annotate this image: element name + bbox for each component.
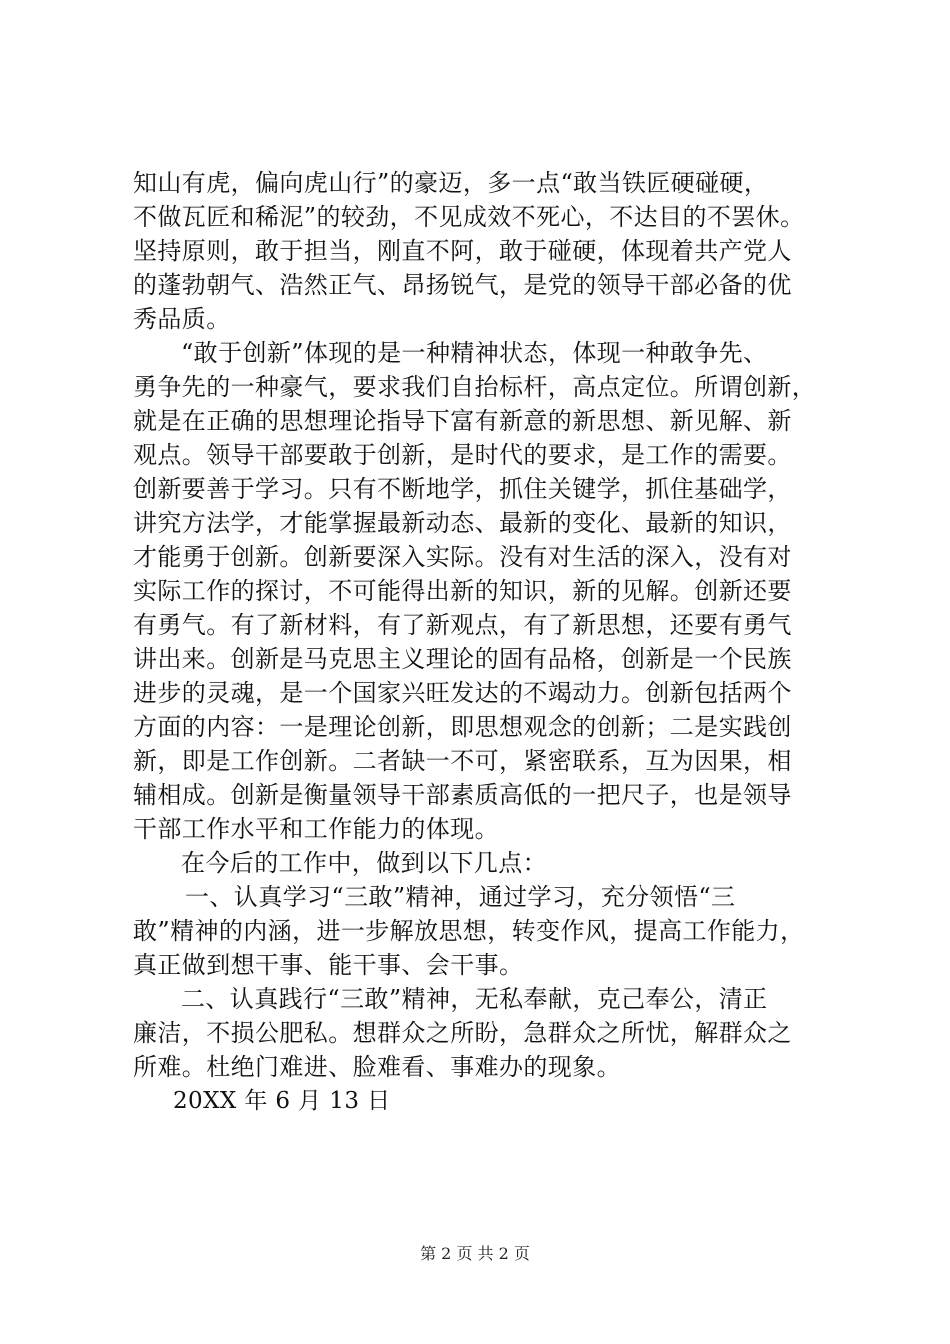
text-line: 有勇气。有了新材料，有了新观点，有了新思想，还要有勇气: [133, 611, 792, 639]
text-line: “敢于创新”体现的是一种精神状态，体现一种敢争先、: [181, 339, 768, 367]
text-line: 勇争先的一种豪气，要求我们自抬标杆，高点定位。所谓创新，: [133, 373, 817, 401]
text-line: 辅相成。创新是衡量领导干部素质高低的一把尺子，也是领导: [133, 781, 792, 809]
text-line: 一、认真学习“三敢”精神，通过学习，充分领悟“三: [185, 883, 736, 911]
text-line: 坚持原则，敢于担当，刚直不阿，敢于碰硬，体现着共产党人: [133, 237, 792, 265]
text-line: 在今后的工作中，做到以下几点：: [181, 849, 547, 877]
text-line: 创新要善于学习。只有不断地学，抓住关键学，抓住基础学，: [133, 475, 792, 503]
text-line: 观点。领导干部要敢于创新，是时代的要求，是工作的需要。: [133, 441, 792, 469]
text-line: 秀品质。: [133, 305, 231, 333]
text-line: 讲究方法学，才能掌握最新动态、最新的变化、最新的知识，: [133, 509, 792, 537]
document-body: [133, 166, 823, 1118]
text-line: 实际工作的探讨，不可能得出新的知识，新的见解。创新还要: [133, 577, 792, 605]
page-number-footer: 第 2 页 共 2 页: [420, 1244, 530, 1263]
text-line: 敢”精神的内涵，进一步解放思想，转变作风，提高工作能力，: [133, 917, 805, 945]
text-line: 方面的内容：一是理论创新，即思想观念的创新；二是实践创: [133, 713, 792, 741]
text-line: 不做瓦匠和稀泥”的较劲，不见成效不死心，不达目的不罢休。: [133, 203, 805, 231]
text-line: 新，即是工作创新。二者缺一不可，紧密联系，互为因果，相: [133, 747, 792, 775]
text-line: 的蓬勃朝气、浩然正气、昂扬锐气，是党的领导干部必备的优: [133, 271, 792, 299]
text-line: 所难。杜绝门难进、脸难看、事难办的现象。: [133, 1053, 621, 1081]
text-line: 干部工作水平和工作能力的体现。: [133, 815, 499, 843]
document-date: 20XX 年 6 月 13 日: [173, 1088, 391, 1114]
text-line: 二、认真践行“三敢”精神，无私奉献，克己奉公，清正: [181, 985, 768, 1013]
text-line: 真正做到想干事、能干事、会干事。: [133, 951, 524, 979]
text-line: 廉洁，不损公肥私。想群众之所盼，急群众之所忧，解群众之: [133, 1019, 792, 1047]
text-line: 讲出来。创新是马克思主义理论的固有品格，创新是一个民族: [133, 645, 792, 673]
text-line: 知山有虎，偏向虎山行”的豪迈，多一点“敢当铁匠硬碰硬，: [133, 169, 769, 197]
text-line: 就是在正确的思想理论指导下富有新意的新思想、新见解、新: [133, 407, 792, 435]
text-line: 才能勇于创新。创新要深入实际。没有对生活的深入，没有对: [133, 543, 792, 571]
text-line: 进步的灵魂，是一个国家兴旺发达的不竭动力。创新包括两个: [133, 679, 792, 707]
